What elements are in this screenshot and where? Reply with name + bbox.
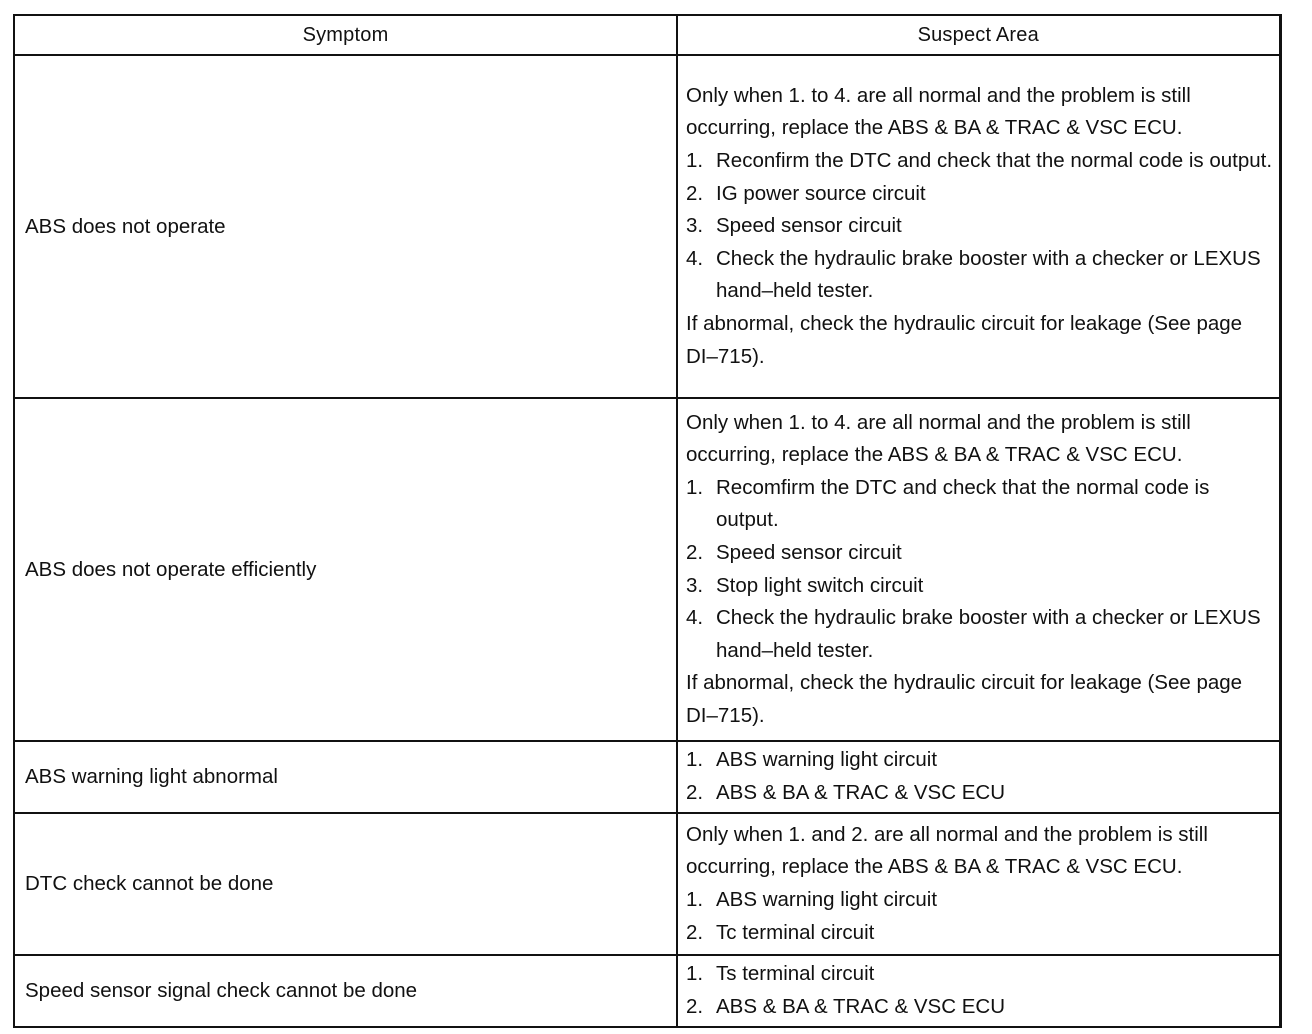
list-item: 1. Ts terminal circuit — [686, 962, 875, 986]
table-row — [14, 955, 1280, 1027]
suspect-note: If abnormal, check the hydraulic circuit for leakage (See page DI–715). — [686, 311, 1243, 368]
suspect-area-cell — [677, 813, 1280, 955]
list-item: 2. Tc terminal circuit — [686, 920, 875, 944]
list-item: 3. Stop light switch circuit — [686, 573, 924, 597]
suspect-area-cell — [677, 741, 1280, 813]
suspect-list — [686, 472, 1273, 668]
suspect-area-cell — [677, 955, 1280, 1027]
symptom-cell: ABS does not operate efficiently — [14, 398, 677, 741]
suspect-list — [686, 744, 1273, 809]
table-row — [14, 398, 1280, 741]
suspect-list — [686, 884, 1273, 949]
list-item: 2. IG power source circuit — [686, 181, 926, 205]
list-item-text: Speed sensor circuit — [716, 540, 902, 564]
list-item-text: ABS warning light circuit — [716, 748, 938, 772]
list-item: 2. Speed sensor circuit — [686, 540, 902, 564]
table-row — [14, 813, 1280, 955]
list-item: 2. ABS & BA & TRAC & VSC ECU — [686, 995, 1005, 1018]
list-item: 4. Check the hydraulic brake booster with a checker or LEXUS hand–held tester. — [686, 606, 1261, 662]
list-item-text: ABS warning light circuit — [716, 888, 938, 911]
header-symptom: Symptom — [14, 15, 677, 55]
suspect-intro: Only when 1. to 4. are all normal and the problem is still occurring, replace the ABS & BA & TRAC & VSC ECU. — [686, 83, 1191, 140]
suspect-area-cell — [677, 55, 1280, 398]
symptom-cell: ABS warning light abnormal — [14, 741, 677, 813]
list-item-text: Stop light switch circuit — [716, 573, 924, 597]
list-item: 1. ABS warning light circuit — [686, 748, 938, 772]
list-item: 1. Recomfirm the DTC and check that the normal code is output. — [686, 475, 1210, 532]
symptom-cell: Speed sensor signal check cannot be done — [14, 955, 677, 1027]
symptom-cell: DTC check cannot be done — [14, 813, 677, 955]
suspect-intro: Only when 1. to 4. are all normal and the problem is still occurring, replace the ABS & BA & TRAC & VSC ECU. — [686, 410, 1191, 467]
list-item: 1. Reconfirm the DTC and check that the normal code is output. — [686, 149, 1273, 173]
header-suspect-area: Suspect Area — [677, 15, 1280, 55]
list-item: 3. Speed sensor circuit — [686, 214, 902, 238]
suspect-intro: Only when 1. and 2. are all normal and the problem is still occurring, replace the ABS & BA & TRAC & VSC ECU. — [686, 822, 1208, 879]
list-item-text: Speed sensor circuit — [716, 214, 902, 238]
list-item: 1. ABS warning light circuit — [686, 888, 938, 911]
troubleshooting-table — [13, 14, 1282, 1028]
symptom-cell: ABS does not operate — [14, 55, 677, 398]
list-item-text: Recomfirm the DTC and check that the normal code is output. — [716, 475, 1210, 532]
table-row — [14, 55, 1280, 398]
list-item-text: IG power source circuit — [716, 181, 926, 205]
suspect-note: If abnormal, check the hydraulic circuit for leakage (See page DI–715). — [686, 671, 1243, 727]
table-row — [14, 741, 1280, 813]
list-item: 4. Check the hydraulic brake booster with a checker or LEXUS hand–held tester. — [686, 246, 1261, 303]
list-item-text: Check the hydraulic brake booster with a checker or LEXUS hand–held tester. — [716, 606, 1261, 662]
list-item: 2. ABS & BA & TRAC & VSC ECU — [686, 781, 1005, 804]
suspect-area-cell — [677, 398, 1280, 741]
list-item-text: Tc terminal circuit — [716, 920, 875, 944]
list-item-text: Ts terminal circuit — [716, 962, 875, 986]
list-item-text: Reconfirm the DTC and check that the normal code is output. — [716, 149, 1273, 173]
suspect-list — [686, 958, 1273, 1023]
list-item-text: Check the hydraulic brake booster with a checker or LEXUS hand–held tester. — [716, 246, 1261, 303]
list-item-text: ABS & BA & TRAC & VSC ECU — [716, 995, 1005, 1018]
suspect-list — [686, 145, 1273, 308]
list-item-text: ABS & BA & TRAC & VSC ECU — [716, 781, 1005, 804]
header-row — [14, 15, 1280, 55]
